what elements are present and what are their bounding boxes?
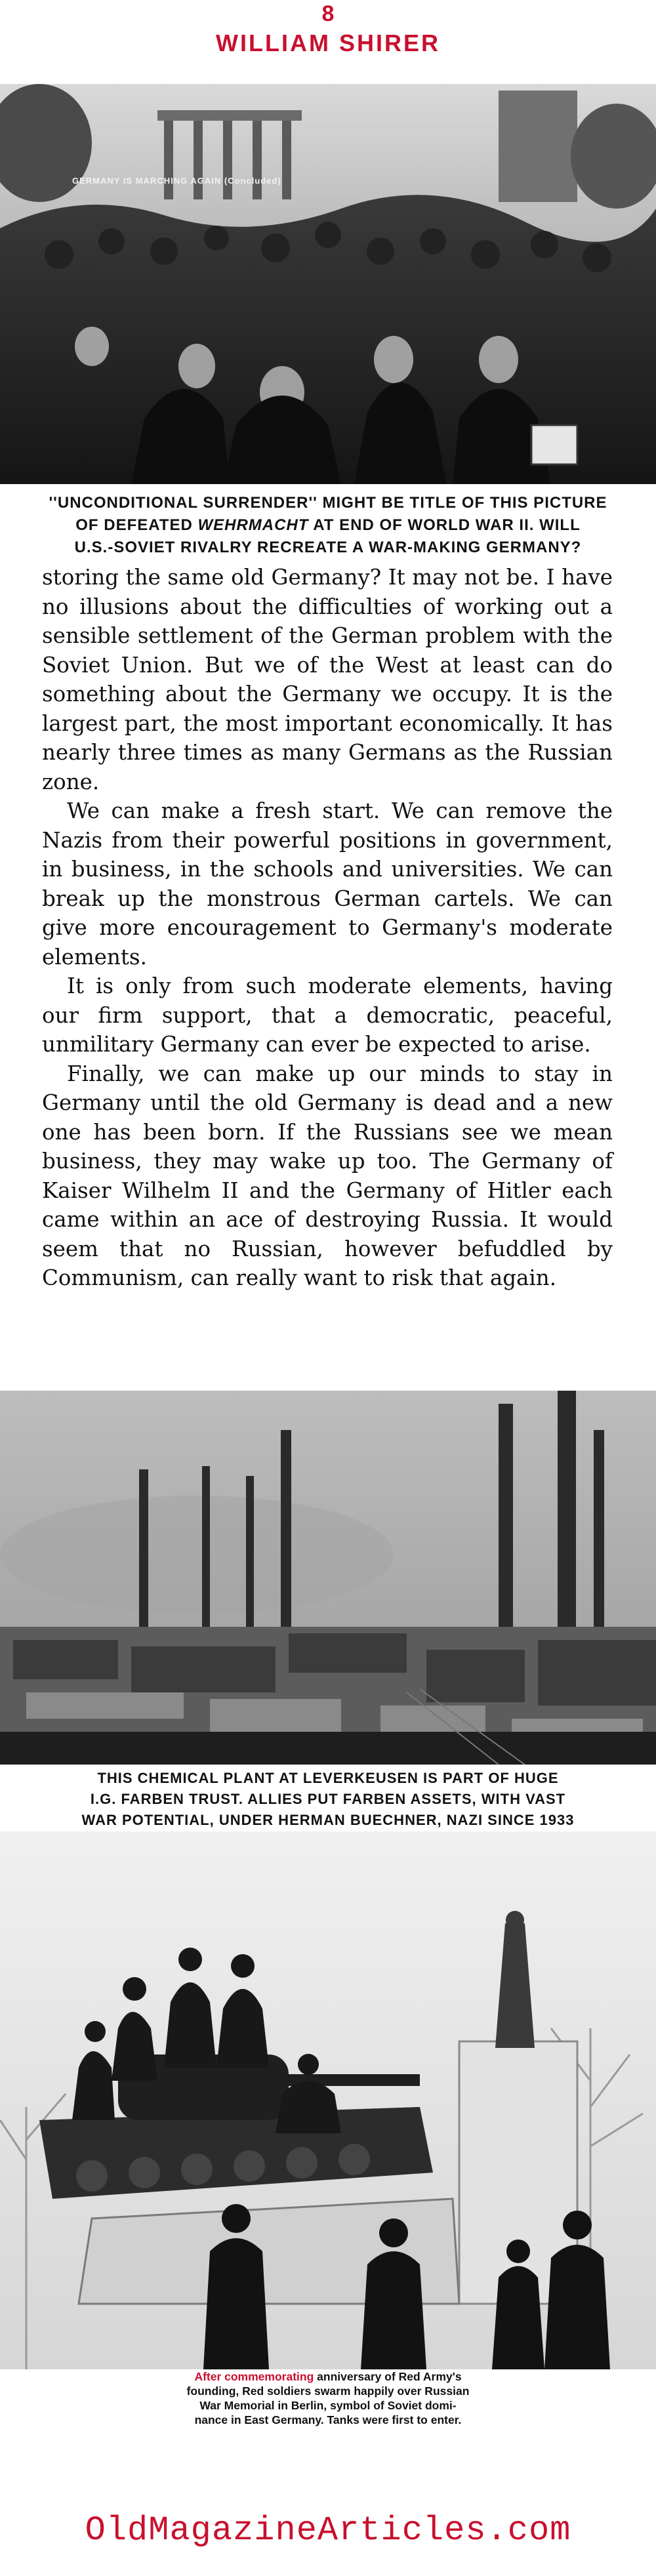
photo-caption-1 [0,492,656,559]
author-name: WILLIAM SHIRER [216,30,440,56]
caption-line [0,514,656,537]
caption-line: WAR POTENTIAL, UNDER HERMAN BUECHNER, NAZI SINCE 1933 [81,1812,575,1828]
article-paragraph: We can make a fresh start. We can remove the Nazis from their powerful positions in government, in business, in the schools and universities. We can break up the monstrous German cartels. We can give more encouragement to Germany's moderate elements. [42,798,613,970]
article-paragraph: It is only from such moderate elements, having our firm support, that a democratic, peaceful, unmilitary Germany can ever be expected to arise. [42,973,613,1057]
caption-lead: After commemorating [194,2370,314,2383]
caption-line: War Memorial in Berlin, symbol of Soviet domi- [199,2399,457,2412]
photo-tank-memorial [0,1831,656,2369]
caption-line: founding, Red soldiers swarm happily over Russian [186,2384,470,2398]
page-number: 8 [321,1,335,26]
caption-text: AT END OF WORLD WAR II. WILL [308,516,581,534]
photo-caption-2 [0,1768,656,1831]
photo-surrendering-soldiers [0,84,656,484]
site-watermark-link[interactable]: OldMagazineArticles.com [85,2511,571,2550]
caption-line: I.G. FARBEN TRUST. ALLIES PUT FARBEN ASSETS, WITH VAST [90,1791,566,1807]
photo-caption-3 [0,2369,656,2427]
article-paragraph: storing the same old Germany? It may not be. I have no illusions about the difficulties of working out a sensible settlement of the German problem with the Soviet Union. But we of the West at least can do something about the Germany we occupy. It is the largest part, the most important economically. It has nearly three times as many Germans as the Russian zone. [42,565,613,794]
caption-line: THIS CHEMICAL PLANT AT LEVERKEUSEN IS PART OF HUGE [97,1770,559,1786]
caption-line: U.S.-SOVIET RIVALRY RECREATE A WAR-MAKING GERMANY? [74,539,582,556]
article-paragraph: Finally, we can make up our minds to stay in Germany until the old Germany is dead and a new one has been born. If the Russians see we mean business, they may wake up too. The Germany of Kaiser Wilhelm II and the Germany of Hitler each came within an ace of destroying Russia. It would seem that no Russian, however befuddled by Communism, can really want to risk that again. [42,1061,613,1290]
caption-line [0,2369,656,2384]
caption-text: anniversary of Red Army's [314,2370,462,2383]
photo-overlay-label: GERMANY IS MARCHING AGAIN (Concluded) [72,176,281,186]
photo-chemical-plant [0,1391,656,1765]
caption-text: OF DEFEATED [75,516,198,534]
caption-line: ''UNCONDITIONAL SURRENDER'' MIGHT BE TITLE OF THIS PICTURE [49,494,607,512]
article-body [42,563,613,1293]
caption-italic-text: WEHRMACHT [197,516,309,534]
caption-line: nance in East Germany. Tanks were first to enter. [194,2413,462,2426]
